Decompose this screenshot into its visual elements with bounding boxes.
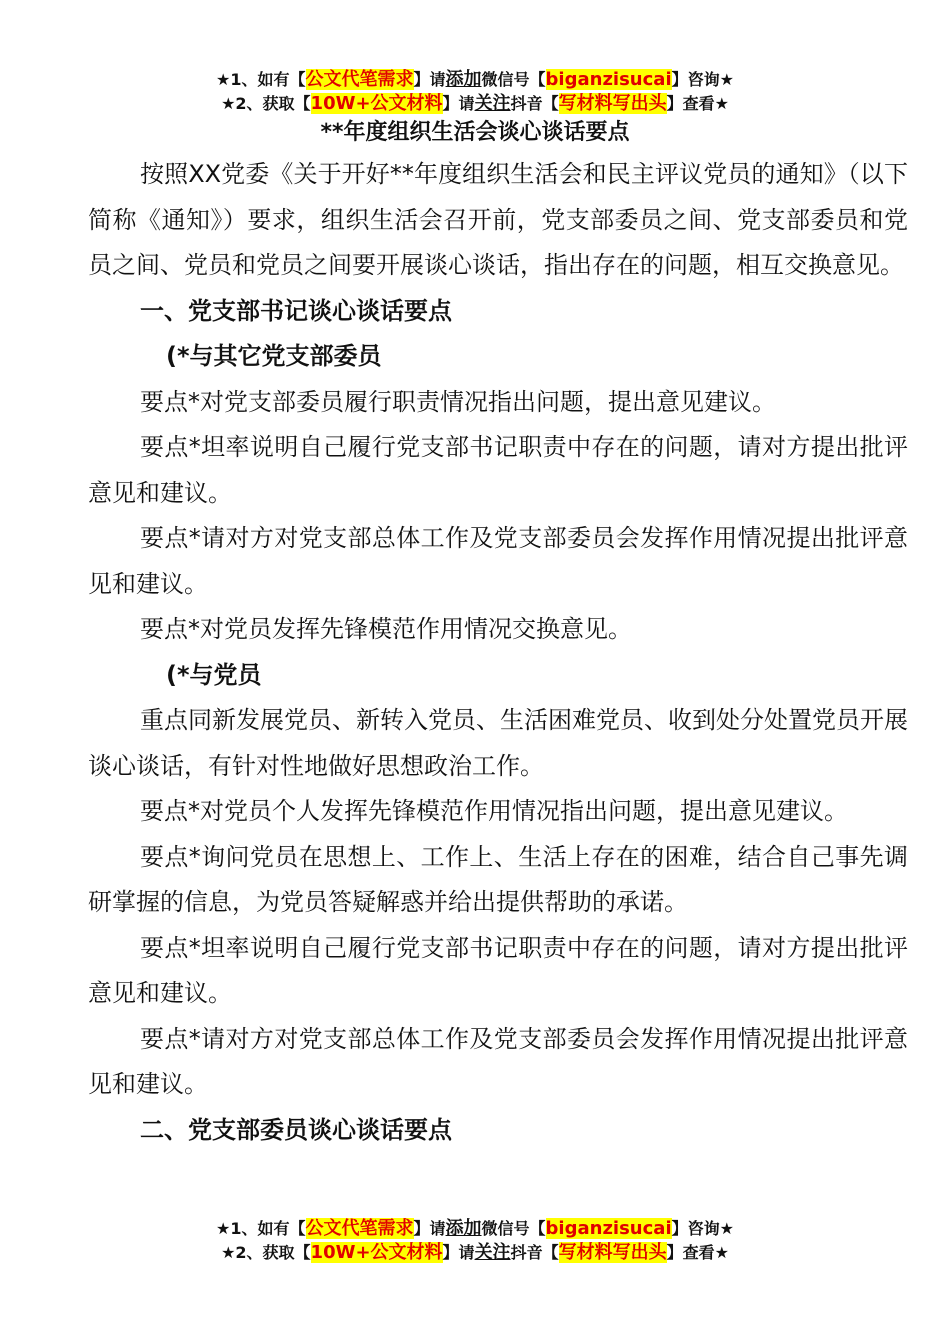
promo-text: 】请 bbox=[413, 70, 446, 89]
promo-text: ★2、获取【 bbox=[221, 1243, 311, 1262]
promo-text: 】请 bbox=[442, 1243, 475, 1262]
promo-line-1 bbox=[0, 68, 950, 92]
paragraph: 要点*请对方对党支部总体工作及党支部委员会发挥作用情况提出批评意见和建议。 bbox=[88, 524, 908, 598]
promo-text: 】咨询★ bbox=[671, 70, 734, 89]
promo-underline: 添加 bbox=[445, 69, 482, 90]
paragraph: 要点*对党员个人发挥先锋模范作用情况指出问题，提出意见建议。 bbox=[140, 797, 848, 825]
promo-highlight: 公文代笔需求 bbox=[305, 1218, 414, 1239]
subsection-heading: (*与党员 bbox=[166, 660, 262, 689]
promo-text: ★2、获取【 bbox=[221, 94, 311, 113]
paragraph: 要点*对党员发挥先锋模范作用情况交换意见。 bbox=[140, 615, 632, 643]
promo-highlight: biganzisucai bbox=[545, 69, 672, 90]
promo-text: ★1、如有【 bbox=[216, 70, 306, 89]
promo-line-2 bbox=[0, 92, 950, 116]
promo-text: 】咨询★ bbox=[671, 1219, 734, 1238]
paragraph: 要点*请对方对党支部总体工作及党支部委员会发挥作用情况提出批评意见和建议。 bbox=[88, 1024, 908, 1098]
promo-text: 微信号【 bbox=[481, 1219, 546, 1238]
paragraph: 要点*坦率说明自己履行党支部书记职责中存在的问题，请对方提出批评意见和建议。 bbox=[88, 933, 908, 1007]
promo-underline: 关注 bbox=[474, 93, 511, 114]
bottom-promo-banner bbox=[0, 1217, 950, 1265]
promo-text: ★1、如有【 bbox=[216, 1219, 306, 1238]
promo-highlight: 10W+公文材料 bbox=[310, 1242, 443, 1263]
subsection-heading: (*与其它党支部委员 bbox=[166, 342, 382, 370]
promo-underline: 关注 bbox=[474, 1242, 511, 1263]
promo-highlight: 写材料写出头 bbox=[558, 1242, 667, 1263]
promo-highlight: 写材料写出头 bbox=[558, 93, 667, 114]
promo-highlight: 公文代笔需求 bbox=[305, 69, 414, 90]
top-promo-banner bbox=[0, 68, 950, 116]
paragraph: 重点同新发展党员、新转入党员、生活困难党员、收到处分处置党员开展谈心谈话，有针对性地做好思想政治工作。 bbox=[88, 706, 908, 780]
paragraph: 要点*询问党员在思想上、工作上、生活上存在的困难，结合自己事先调研掌握的信息，为党员答疑解惑并给出提供帮助的承诺。 bbox=[88, 842, 908, 916]
promo-line-1 bbox=[0, 1217, 950, 1241]
promo-text: 】请 bbox=[442, 94, 475, 113]
promo-text: 抖音【 bbox=[510, 1243, 559, 1262]
promo-text: 】查看★ bbox=[666, 94, 729, 113]
paragraph: 按照XX党委《关于开好**年度组织生活会和民主评议党员的通知》（以下简称《通知》）要求，组织生活会召开前，党支部委员之间、党支部委员和党员之间、党员和党员之间要开展谈心谈话，指出存在的问题，相互交换意见。 bbox=[88, 160, 908, 279]
promo-text: 】请 bbox=[413, 1219, 446, 1238]
document-title: **年度组织生活会谈心谈话要点 bbox=[320, 120, 630, 145]
section-heading: 一、党支部书记谈心谈话要点 bbox=[140, 296, 452, 325]
promo-line-2 bbox=[0, 1241, 950, 1265]
section-heading: 二、党支部委员谈心谈话要点 bbox=[140, 1115, 452, 1144]
promo-text: 抖音【 bbox=[510, 94, 559, 113]
promo-text: 微信号【 bbox=[481, 70, 546, 89]
promo-text: 】查看★ bbox=[666, 1243, 729, 1262]
promo-highlight: biganzisucai bbox=[545, 1218, 672, 1239]
promo-underline: 添加 bbox=[445, 1218, 482, 1239]
paragraph: 要点*对党支部委员履行职责情况指出问题，提出意见建议。 bbox=[140, 387, 776, 416]
document-body bbox=[88, 152, 908, 1153]
promo-highlight: 10W+公文材料 bbox=[310, 93, 443, 114]
paragraph: 要点*坦率说明自己履行党支部书记职责中存在的问题，请对方提出批评意见和建议。 bbox=[88, 433, 908, 507]
